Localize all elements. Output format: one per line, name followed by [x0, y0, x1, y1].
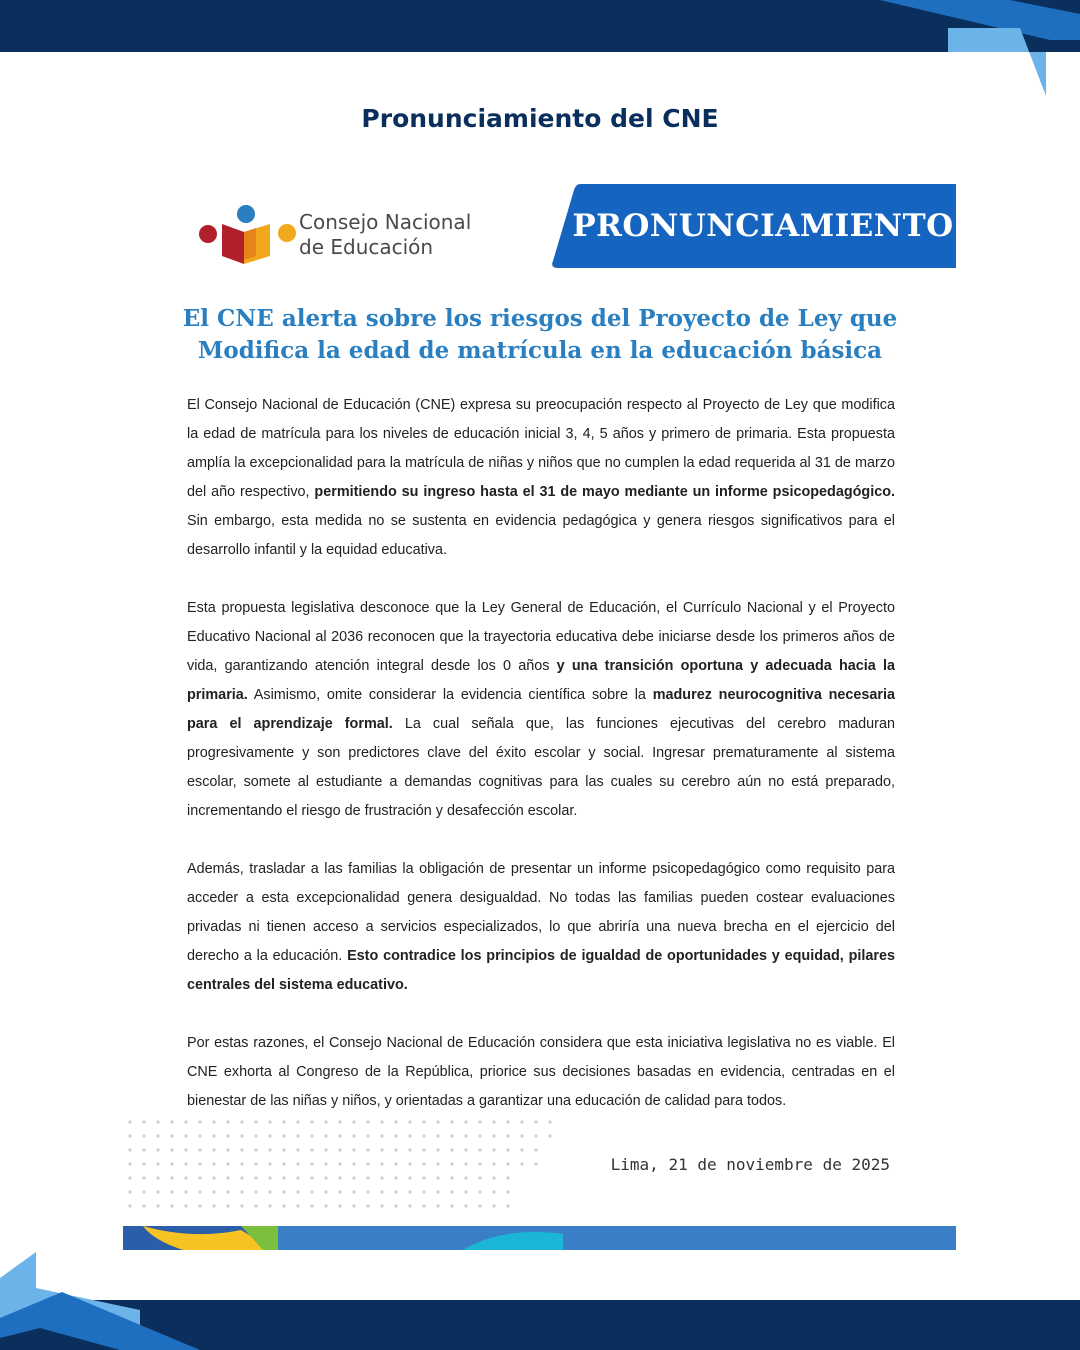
grid-dot [464, 1162, 467, 1165]
grid-dot [142, 1190, 145, 1193]
p2-bold-d: madurez neurocognitiva necesaria para el aprendizaje formal. [187, 687, 896, 732]
grid-dot [436, 1162, 439, 1165]
grid-dot [506, 1176, 509, 1179]
grid-dot [366, 1148, 369, 1151]
grid-dot [226, 1120, 229, 1123]
grid-dot [310, 1162, 313, 1165]
grid-dot [548, 1120, 551, 1123]
grid-dot [212, 1204, 215, 1207]
headline-line1: El CNE alerta sobre los riesgos del Proyecto de Ley que [182, 305, 898, 332]
grid-dot [282, 1190, 285, 1193]
grid-dot [338, 1190, 341, 1193]
grid-dot [478, 1176, 481, 1179]
grid-dot [170, 1148, 173, 1151]
grid-dot [282, 1148, 285, 1151]
grid-dot [212, 1190, 215, 1193]
grid-dot [422, 1134, 425, 1137]
grid-dot [184, 1204, 187, 1207]
grid-dot [464, 1134, 467, 1137]
grid-dot [142, 1120, 145, 1123]
grid-dot [464, 1148, 467, 1151]
grid-dot [366, 1134, 369, 1137]
paragraph-3 [187, 855, 895, 1000]
grid-dot [464, 1190, 467, 1193]
grid-dot [436, 1120, 439, 1123]
grid-dot [212, 1162, 215, 1165]
p1-text-c: Sin embargo, esta medida no se sustenta en evidencia pedagógica y genera riesgos significativos para el desarrollo infantil y la equidad educativa. [187, 513, 895, 558]
grid-dot [310, 1204, 313, 1207]
grid-dot [254, 1120, 257, 1123]
grid-dot [450, 1190, 453, 1193]
grid-dot [142, 1134, 145, 1137]
grid-dot [254, 1148, 257, 1151]
grid-dot [506, 1162, 509, 1165]
grid-dot [198, 1176, 201, 1179]
grid-dot [268, 1162, 271, 1165]
grid-dot [408, 1190, 411, 1193]
grid-dot [128, 1120, 131, 1123]
grid-dot [226, 1190, 229, 1193]
grid-dot [226, 1204, 229, 1207]
grid-dot [324, 1134, 327, 1137]
grid-dot [548, 1134, 551, 1137]
grid-dot [506, 1134, 509, 1137]
grid-dot [534, 1134, 537, 1137]
grid-dot [394, 1204, 397, 1207]
grid-dot [324, 1120, 327, 1123]
grid-dot [380, 1148, 383, 1151]
grid-dot [268, 1190, 271, 1193]
grid-dot [170, 1134, 173, 1137]
grid-dot [352, 1190, 355, 1193]
grid-dot [282, 1134, 285, 1137]
grid-dot [142, 1176, 145, 1179]
grid-dot [324, 1148, 327, 1151]
grid-dot [212, 1148, 215, 1151]
grid-dot [142, 1148, 145, 1151]
grid-dot [380, 1204, 383, 1207]
grid-dot [212, 1120, 215, 1123]
grid-dot [394, 1134, 397, 1137]
grid-dot [436, 1148, 439, 1151]
grid-dot [436, 1176, 439, 1179]
grid-dot [268, 1120, 271, 1123]
grid-dot [254, 1176, 257, 1179]
grid-dot [184, 1148, 187, 1151]
grid-dot [408, 1204, 411, 1207]
grid-dot [492, 1204, 495, 1207]
grid-dot [184, 1162, 187, 1165]
grid-dot [268, 1134, 271, 1137]
grid-dot [408, 1176, 411, 1179]
banner-label: PRONUNCIAMIENTO [572, 208, 954, 244]
color-stripe-decoration [123, 1226, 956, 1250]
grid-dot [436, 1134, 439, 1137]
grid-dot [366, 1120, 369, 1123]
grid-dot [478, 1162, 481, 1165]
grid-dot [506, 1190, 509, 1193]
grid-dot [240, 1162, 243, 1165]
grid-dot [380, 1176, 383, 1179]
grid-dot [338, 1162, 341, 1165]
grid-dot [156, 1204, 159, 1207]
grid-dot [408, 1148, 411, 1151]
grid-dot [240, 1148, 243, 1151]
grid-dot [338, 1204, 341, 1207]
grid-dot [380, 1190, 383, 1193]
date-line: Lima, 21 de noviembre de 2025 [610, 1155, 890, 1174]
grid-dot [338, 1120, 341, 1123]
grid-dot [450, 1204, 453, 1207]
grid-dot [156, 1134, 159, 1137]
grid-dot [492, 1148, 495, 1151]
grid-dot [352, 1176, 355, 1179]
page-title: Pronunciamiento del CNE [361, 104, 719, 133]
grid-dot [366, 1162, 369, 1165]
grid-dot [268, 1204, 271, 1207]
grid-dot [240, 1190, 243, 1193]
grid-dot [128, 1190, 131, 1193]
grid-dot [296, 1162, 299, 1165]
grid-dot [184, 1120, 187, 1123]
grid-dot [478, 1148, 481, 1151]
grid-dot [254, 1162, 257, 1165]
bottom-left-corner-decoration [0, 1248, 230, 1350]
logo-name-line1: Consejo Nacional [299, 210, 472, 234]
grid-dot [394, 1162, 397, 1165]
grid-dot [534, 1120, 537, 1123]
grid-dot [212, 1134, 215, 1137]
grid-dot [506, 1204, 509, 1207]
grid-dot [198, 1162, 201, 1165]
grid-dot [478, 1120, 481, 1123]
grid-dot [142, 1204, 145, 1207]
grid-dot [310, 1148, 313, 1151]
grid-dot [520, 1148, 523, 1151]
grid-dot [156, 1120, 159, 1123]
statement-body [187, 391, 895, 1145]
paragraph-4 [187, 1029, 895, 1116]
grid-dot [520, 1162, 523, 1165]
top-right-corner-decoration [860, 0, 1080, 100]
grid-dot [450, 1120, 453, 1123]
grid-dot [128, 1162, 131, 1165]
grid-dot [464, 1204, 467, 1207]
p1-bold-b: permitiendo su ingreso hasta el 31 de mayo mediante un informe psicopedagógico. [314, 484, 895, 500]
p3-text-a: Además, trasladar a las familias la obligación de presentar un informe psicopedagógico como requisito para acceder a esta excepcionalidad genera desigualdad. No todas las familias pueden costear evaluaciones privadas ni tienen acceso a servicios especializados, lo que abriría una nueva brecha en el ejercicio del derecho a la educación. [187, 861, 895, 964]
grid-dot [156, 1162, 159, 1165]
grid-dot [226, 1148, 229, 1151]
grid-dot [492, 1134, 495, 1137]
grid-dot [156, 1190, 159, 1193]
grid-dot [170, 1162, 173, 1165]
grid-dot [366, 1190, 369, 1193]
grid-dot [380, 1120, 383, 1123]
grid-dot [128, 1134, 131, 1137]
grid-dot [506, 1148, 509, 1151]
grid-dot [352, 1204, 355, 1207]
grid-dot [324, 1162, 327, 1165]
grid-dot [282, 1120, 285, 1123]
grid-dot [170, 1120, 173, 1123]
grid-dot [478, 1190, 481, 1193]
p2-bold-b: y una transición oportuna y adecuada hacia la primaria. [187, 658, 896, 703]
grid-dot [296, 1120, 299, 1123]
grid-dot [324, 1190, 327, 1193]
grid-dot [128, 1176, 131, 1179]
grid-dot [268, 1148, 271, 1151]
grid-dot [310, 1120, 313, 1123]
grid-dot [128, 1204, 131, 1207]
grid-dot [240, 1176, 243, 1179]
grid-dot [366, 1204, 369, 1207]
grid-dot [282, 1162, 285, 1165]
grid-dot [296, 1148, 299, 1151]
grid-dot [338, 1148, 341, 1151]
grid-dot [352, 1134, 355, 1137]
grid-dot [226, 1134, 229, 1137]
grid-dot [436, 1204, 439, 1207]
p2-text-e: La cual señala que, las funciones ejecutivas del cerebro maduran progresivamente y son predictores clave del éxito escolar y social. Ingresar prematuramente al sistema escolar, somete al estudiante a demandas cognitivas para las cuales su cerebro aún no está preparado, incrementando el riesgo de frustración y desafección escolar. [187, 716, 895, 819]
grid-dot [422, 1190, 425, 1193]
headline-line2: Modifica la edad de matrícula en la educación básica [197, 337, 883, 364]
logo-name-line2: de Educación [299, 235, 434, 259]
grid-dot [520, 1120, 523, 1123]
grid-dot [422, 1148, 425, 1151]
grid-dot [464, 1176, 467, 1179]
grid-dot [380, 1134, 383, 1137]
grid-dot [422, 1120, 425, 1123]
grid-dot [226, 1162, 229, 1165]
grid-dot [492, 1176, 495, 1179]
grid-dot [212, 1176, 215, 1179]
grid-dot [492, 1162, 495, 1165]
grid-dot [184, 1190, 187, 1193]
grid-dot [506, 1120, 509, 1123]
grid-dot [254, 1204, 257, 1207]
grid-dot [394, 1120, 397, 1123]
paragraph-1 [187, 391, 895, 565]
grid-dot [254, 1134, 257, 1137]
grid-dot [198, 1190, 201, 1193]
grid-dot [408, 1120, 411, 1123]
grid-dot [422, 1204, 425, 1207]
grid-dot [450, 1134, 453, 1137]
paragraph-2 [187, 594, 895, 826]
grid-dot [380, 1162, 383, 1165]
grid-dot [156, 1148, 159, 1151]
grid-dot [184, 1134, 187, 1137]
grid-dot [142, 1162, 145, 1165]
grid-dot [450, 1162, 453, 1165]
p3-bold-b: Esto contradice los principios de igualdad de oportunidades y equidad, pilares centrales del sistema educativo. [187, 948, 895, 993]
grid-dot [170, 1190, 173, 1193]
grid-dot [310, 1176, 313, 1179]
grid-dot [198, 1134, 201, 1137]
grid-dot [450, 1176, 453, 1179]
grid-dot [422, 1162, 425, 1165]
grid-dot [324, 1176, 327, 1179]
grid-dot [492, 1120, 495, 1123]
grid-dot [534, 1148, 537, 1151]
p4-text-a: Por estas razones, el Consejo Nacional de Educación considera que esta iniciativa legislativa no es viable. El CNE exhorta al Congreso de la República, priorice sus decisiones basadas en evidencia, centradas en el bienestar de las niñas y niños, y orientadas a garantizar una educación de calidad para todos. [187, 1035, 895, 1109]
headline [140, 303, 940, 367]
grid-dot [338, 1134, 341, 1137]
grid-dot [240, 1134, 243, 1137]
cne-logo-text [299, 210, 471, 260]
dot-grid-decoration [126, 1118, 566, 1213]
grid-dot [198, 1148, 201, 1151]
grid-dot [310, 1190, 313, 1193]
p2-text-c: Asimismo, omite considerar la evidencia científica sobre la [247, 687, 653, 703]
grid-dot [394, 1176, 397, 1179]
grid-dot [338, 1176, 341, 1179]
grid-dot [394, 1190, 397, 1193]
grid-dot [422, 1176, 425, 1179]
grid-dot [296, 1204, 299, 1207]
grid-dot [394, 1148, 397, 1151]
grid-dot [450, 1148, 453, 1151]
grid-dot [352, 1148, 355, 1151]
grid-dot [254, 1190, 257, 1193]
grid-dot [184, 1176, 187, 1179]
grid-dot [198, 1204, 201, 1207]
grid-dot [170, 1204, 173, 1207]
p2-text-a: Esta propuesta legislativa desconoce que la Ley General de Educación, el Currículo Nacional y el Proyecto Educativo Nacional al 2036 reconocen que la trayectoria educativa debe iniciarse desde los primeros años de vida, garantizando atención integral desde los 0 años [187, 600, 895, 674]
p1-text-a: El Consejo Nacional de Educación (CNE) expresa su preocupación respecto al Proyecto de Ley que modifica la edad de matrícula para los niveles de educación inicial 3, 4, 5 años y primero de primaria. Esta propuesta amplía la excepcionalidad para la matrícula de niñas y niños que no cumplen la edad requerida al 31 de marzo del año respectivo, [187, 397, 895, 500]
grid-dot [478, 1134, 481, 1137]
grid-dot [170, 1176, 173, 1179]
grid-dot [128, 1148, 131, 1151]
grid-dot [366, 1176, 369, 1179]
grid-dot [198, 1120, 201, 1123]
grid-dot [296, 1176, 299, 1179]
grid-dot [240, 1204, 243, 1207]
grid-dot [464, 1120, 467, 1123]
grid-dot [240, 1120, 243, 1123]
grid-dot [282, 1176, 285, 1179]
grid-dot [436, 1190, 439, 1193]
grid-dot [520, 1134, 523, 1137]
grid-dot [492, 1190, 495, 1193]
grid-dot [478, 1204, 481, 1207]
grid-dot [296, 1134, 299, 1137]
grid-dot [296, 1190, 299, 1193]
grid-dot [408, 1162, 411, 1165]
grid-dot [408, 1134, 411, 1137]
grid-dot [352, 1120, 355, 1123]
grid-dot [268, 1176, 271, 1179]
grid-dot [226, 1176, 229, 1179]
grid-dot [352, 1162, 355, 1165]
grid-dot [156, 1176, 159, 1179]
grid-dot [282, 1204, 285, 1207]
grid-dot [310, 1134, 313, 1137]
grid-dot [534, 1162, 537, 1165]
grid-dot [324, 1204, 327, 1207]
